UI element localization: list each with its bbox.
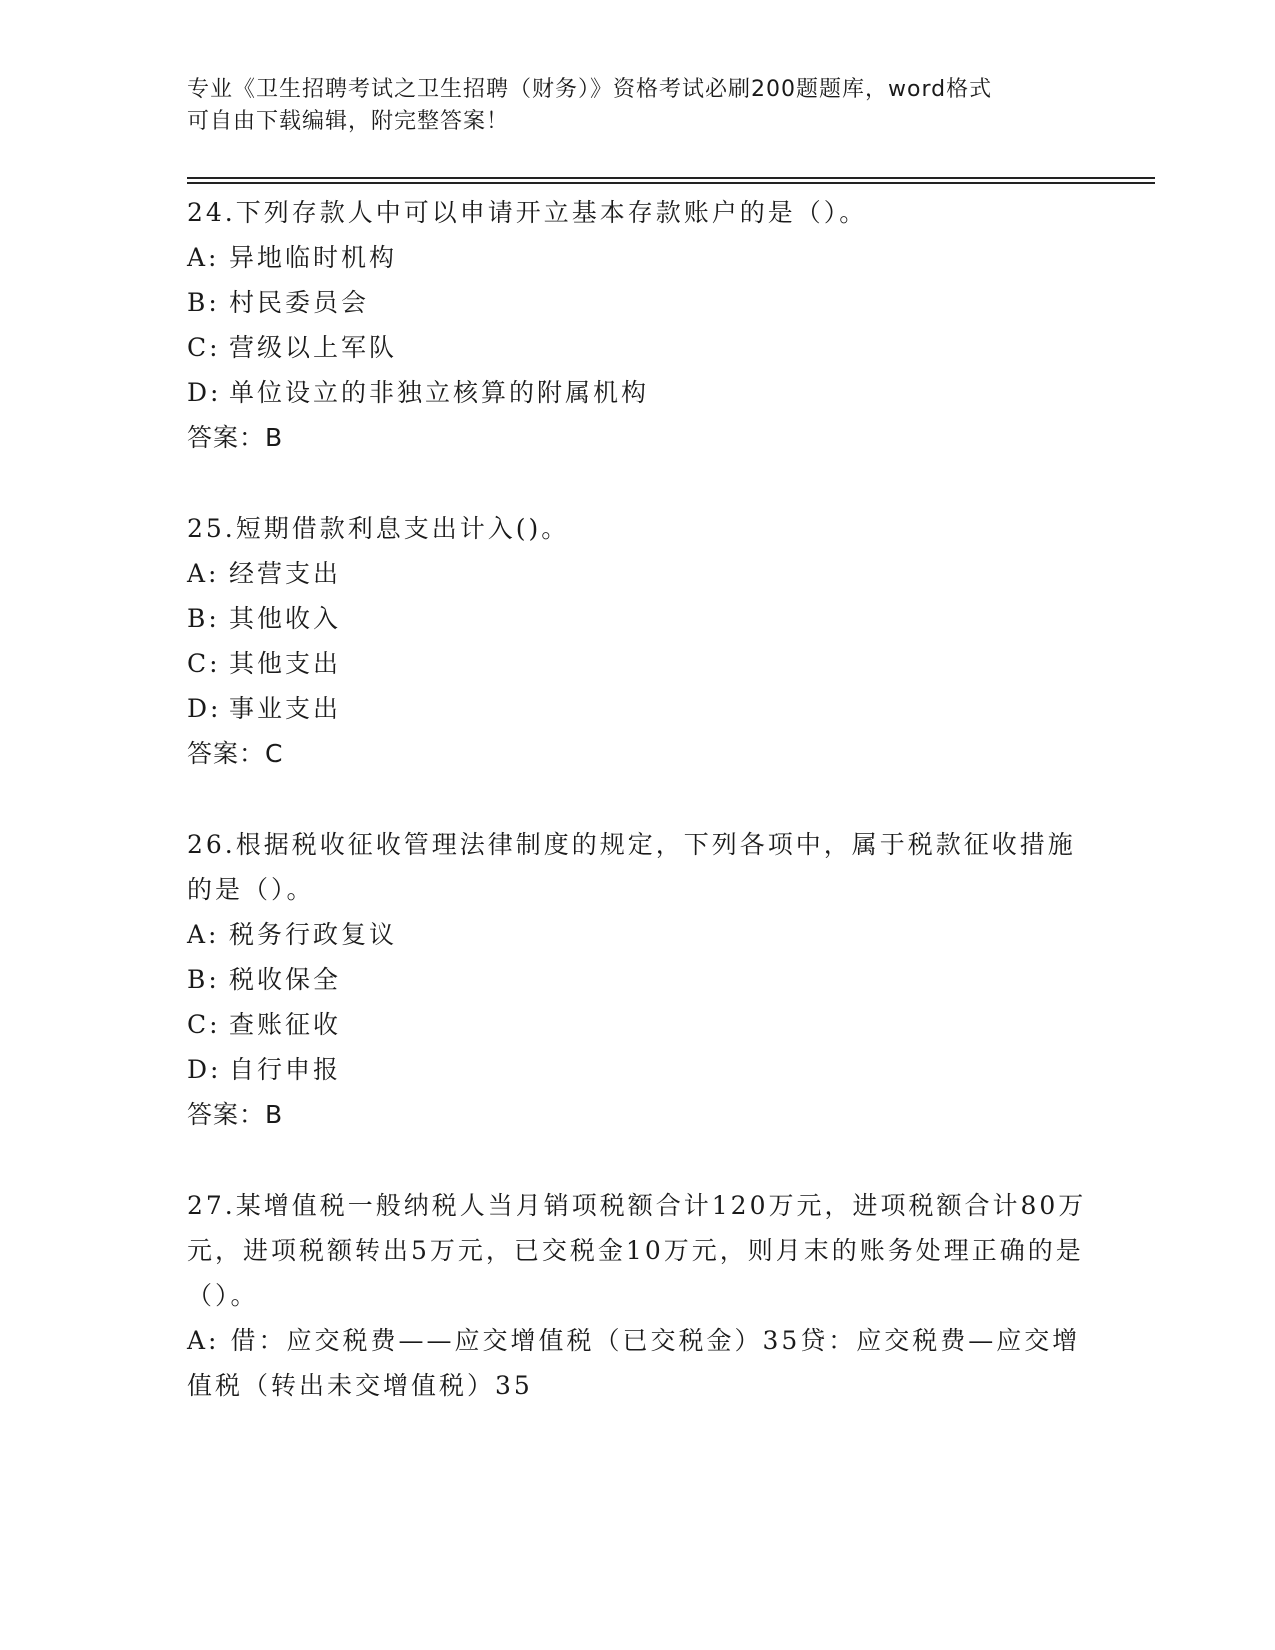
option-letter: B:: [187, 965, 220, 994]
option-letter: C:: [187, 1010, 221, 1039]
option-text: 自行申报: [229, 1055, 342, 1084]
answer-line: 答案：C: [187, 739, 284, 768]
option-b: [187, 280, 1087, 325]
option-letter: A:: [187, 559, 220, 588]
question-stem: 27.某增值税一般纳税人当月销项税额合计120万元，进项税额合计80万元，进项税额转出5万元，已交税金10万元，则月末的账务处理正确的是（）。: [187, 1191, 1087, 1310]
option-text: 税务行政复议: [229, 920, 398, 949]
question-stem: 25.短期借款利息支出计入()。: [187, 514, 570, 543]
option-text: 事业支出: [229, 694, 342, 723]
option-a: [187, 235, 1087, 280]
header-line-2: 可自由下载编辑，附完整答案！: [187, 109, 510, 134]
option-letter: A:: [187, 1326, 220, 1355]
option-letter: B:: [187, 604, 220, 633]
option-letter: B:: [187, 288, 220, 317]
option-text: 借：应交税费——应交增值税（已交税金）35贷：应交税费—应交增值税（转出未交增值税）35: [187, 1326, 1081, 1400]
answer-line: 答案：B: [187, 1100, 284, 1129]
question-list: [187, 190, 1087, 1408]
option-b: [187, 957, 1087, 1002]
header-divider-bottom: [187, 182, 1155, 184]
option-c: [187, 1002, 1087, 1047]
option-c: [187, 641, 1087, 686]
option-letter: A:: [187, 920, 220, 949]
document-header: [187, 74, 1067, 138]
header-line-1: 专业《卫生招聘考试之卫生招聘（财务）》资格考试必刷200题题库，word格式: [187, 77, 993, 102]
option-text: 经营支出: [229, 559, 342, 588]
answer-line: 答案：B: [187, 423, 284, 452]
option-letter: C:: [187, 333, 221, 362]
option-text: 其他支出: [229, 649, 342, 678]
option-text: 其他收入: [229, 604, 342, 633]
question-25: [187, 506, 1087, 776]
option-text: 异地临时机构: [229, 243, 398, 272]
option-letter: A:: [187, 243, 220, 272]
option-d: [187, 686, 1087, 731]
option-text: 单位设立的非独立核算的附属机构: [229, 378, 650, 407]
option-c: [187, 325, 1087, 370]
header-divider-top: [187, 177, 1155, 179]
option-a: [187, 912, 1087, 957]
option-d: [187, 1047, 1087, 1092]
option-d: [187, 370, 1087, 415]
option-text: 税收保全: [229, 965, 342, 994]
option-letter: C:: [187, 649, 221, 678]
option-a: [187, 551, 1087, 596]
option-b: [187, 596, 1087, 641]
question-stem: 24.下列存款人中可以申请开立基本存款账户的是（）。: [187, 198, 868, 227]
question-27: [187, 1183, 1087, 1408]
option-text: 村民委员会: [229, 288, 370, 317]
question-stem: 26.根据税收征收管理法律制度的规定，下列各项中，属于税款征收措施的是（）。: [187, 830, 1076, 904]
option-letter: D:: [187, 378, 222, 407]
option-a: [187, 1318, 1087, 1408]
option-letter: D:: [187, 694, 222, 723]
option-text: 营级以上军队: [229, 333, 398, 362]
option-letter: D:: [187, 1055, 222, 1084]
option-text: 查账征收: [229, 1010, 342, 1039]
question-26: [187, 822, 1087, 1137]
question-24: [187, 190, 1087, 460]
